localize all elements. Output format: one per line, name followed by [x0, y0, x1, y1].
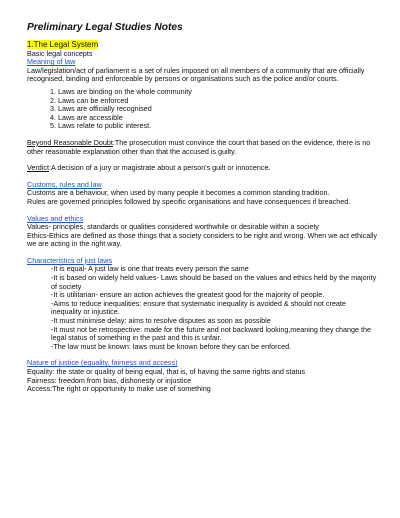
access-line: Access:The right or opportunity to make use of something [27, 384, 211, 394]
law-characteristics-list [27, 88, 377, 131]
definition-verdict [27, 164, 377, 173]
customs-line: Customs are a behaviour, when used by many people it becomes a common standing tradition. [27, 188, 330, 198]
just-laws-list [27, 265, 377, 351]
list-item: -It is utilitarian- ensure an action achieves the greatest good for the majority of people. [51, 290, 325, 300]
equality-line: Equality: the state or quality of being equal, that is, of having the same rights and status [27, 367, 306, 376]
meaning-of-law-text: Law/legislation/act of parliament is a set of rules imposed on all members of a community that are officially recognised, binding and enforceable by persons or organisations such as the police and/or courts. [27, 65, 365, 84]
highlighted-heading: 1.The Legal System [27, 40, 99, 49]
ethics-line: Ethics-Ethics are defined as those things that a society considers to be right and wrong. When we act ethically we are acting in the right way. [27, 230, 377, 249]
notes-body [27, 22, 377, 394]
section-subheading: Basic legal concepts [27, 48, 93, 58]
values-line: Values- principles, standards or qualities considered worthwhile or desirable within a society [27, 222, 319, 232]
list-item: -It is equal- A just law is one that treats every person the same [51, 264, 249, 274]
heading-customs-rules-law[interactable]: Customs, rules and law [27, 179, 102, 189]
rules-line: Rules are governed principles followed by specific organisations and have consequences if breached. [27, 196, 351, 206]
definition: :A decision of a jury or magistrate about a person's guilt or innocence. [48, 163, 271, 173]
fairness-line: Fairness: freedom from bias, dishonesty or injustice [27, 375, 192, 385]
heading-just-laws[interactable]: Characteristics of just laws [27, 255, 113, 265]
list-item: -It is based on widely held values- Laws should be based on the values and ethics held by the majority of society [51, 273, 377, 291]
list-item: -It must not be retrospective: made for the future and not backward looking,meaning they change the legal status of something in the past and this is unfair. [51, 324, 372, 343]
term: Verdict [27, 163, 49, 173]
list-item: -The law must be known: laws must be known before they can be enforced. [51, 341, 292, 351]
list-item: 3. Laws are officially recognised [58, 105, 377, 114]
list-item: 2. Laws can be enforced [58, 97, 377, 106]
heading-nature-of-justice[interactable]: Nature of justice (equality, fairness and access) [27, 358, 178, 368]
page-title: Preliminary Legal Studies Notes [27, 22, 183, 33]
term: Beyond Reasonable Doubt [27, 137, 113, 147]
list-item: -Aims to reduce inequalities: ensure that systematic inequality is avoided & should not create inequality or injustice. [51, 298, 346, 317]
list-item: 1. Laws are binding on the whole community [58, 88, 377, 97]
definition-beyond-reasonable-doubt [27, 139, 377, 156]
list-item: 4. Laws are accessible [58, 114, 377, 123]
heading-meaning-of-law[interactable]: Meaning of law [27, 57, 76, 67]
definition: :The prosecution must convince the court that based on the evidence, there is no other reasonable explanation other than that the accused is guilty. [27, 137, 371, 156]
list-item: 5. Laws relate to public interest. [58, 122, 377, 131]
list-item: -It must minimise delay: aims to resolve disputes as soon as possible [51, 316, 271, 326]
heading-values-ethics[interactable]: Values and ethics [27, 213, 84, 223]
